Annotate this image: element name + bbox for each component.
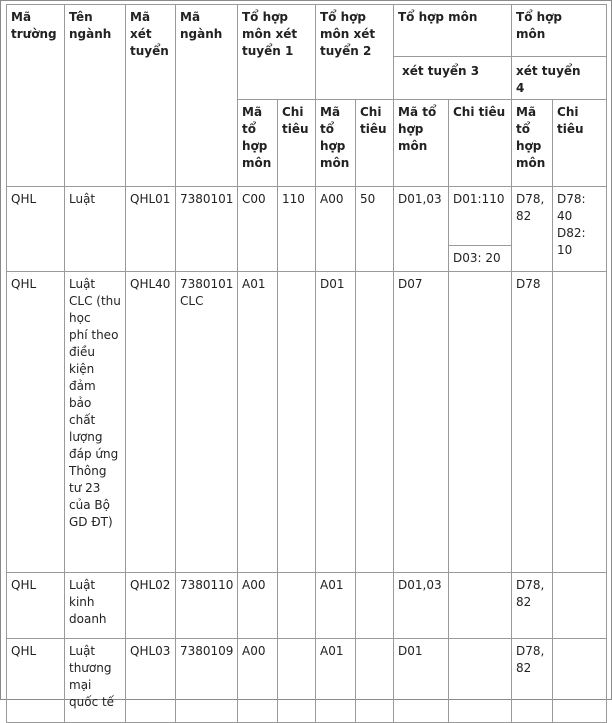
cell-th3-chi-tieu: [449, 573, 512, 639]
header-ma-nganh: Mã ngành: [176, 5, 238, 187]
header-chi-tieu-1: Chi tiêu: [278, 100, 316, 187]
cell-ten-nganh: Luật thương mại quốc tế: [65, 639, 126, 723]
cell-th2-ma: A01: [316, 639, 356, 723]
header-ma-truong: Mã trường: [7, 5, 65, 187]
cell-th2-ma: D01: [316, 272, 356, 573]
cell-th3-chi-tieu-d03: D03: 20: [449, 245, 511, 271]
header-chi-tieu-2: Chi tiêu: [356, 100, 394, 187]
cell-ma-nganh: 7380110: [176, 573, 238, 639]
cell-th2-ma: A00: [316, 187, 356, 272]
cell-th3-ma: D01,03: [394, 573, 449, 639]
cell-ten-nganh: Luật CLC (thu học phí theo điều kiện đảm bảo chất lượng đáp ứng Thông tư 23 của Bộ GD ĐT): [65, 272, 126, 573]
cell-th1-chi-tieu: [278, 573, 316, 639]
header-ten-nganh: Tên ngành: [65, 5, 126, 187]
header-to-hop-4-top: Tổ hợp môn: [512, 5, 607, 57]
header-ma-xet-tuyen: Mã xét tuyển: [126, 5, 176, 187]
cell-th3-chi-tieu: [449, 639, 512, 723]
cell-th2-chi-tieu: [356, 272, 394, 573]
cell-ma-xet-tuyen: QHL03: [126, 639, 176, 723]
cell-th4-ma: D78, 82: [512, 187, 553, 272]
cell-ma-truong: QHL: [7, 272, 65, 573]
cell-th1-ma: A00: [238, 639, 278, 723]
table-row: [7, 272, 607, 573]
cell-th4-chi-tieu: [553, 573, 607, 639]
header-to-hop-1: Tổ hợp môn xét tuyển 1: [238, 5, 316, 100]
header-ma-to-hop-4: Mã tổ hợp môn: [512, 100, 553, 187]
header-to-hop-2: Tổ hợp môn xét tuyển 2: [316, 5, 394, 100]
cell-th1-chi-tieu: [278, 272, 316, 573]
header-ma-to-hop-3: Mã tổ hợp môn: [394, 100, 449, 187]
admission-table: [6, 4, 607, 723]
cell-ma-truong: QHL: [7, 573, 65, 639]
cell-th3-ma: D01,03: [394, 187, 449, 272]
table-row: [7, 639, 607, 723]
cell-ma-xet-tuyen: QHL02: [126, 573, 176, 639]
header-to-hop-3-bottom: xét tuyển 3: [394, 57, 512, 100]
header-ma-to-hop-1: Mã tổ hợp môn: [238, 100, 278, 187]
cell-th1-chi-tieu: [278, 639, 316, 723]
cell-ma-nganh: 7380109: [176, 639, 238, 723]
cell-th2-chi-tieu: [356, 639, 394, 723]
cell-th1-chi-tieu: 110: [278, 187, 316, 272]
cell-th4-ma: D78, 82: [512, 573, 553, 639]
cell-ma-nganh: 7380101: [176, 187, 238, 272]
cell-ten-nganh: Luật: [65, 187, 126, 272]
cell-ma-nganh: 7380101 CLC: [176, 272, 238, 573]
header-chi-tieu-4: Chi tiêu: [553, 100, 607, 187]
cell-th4-ma: D78: [512, 272, 553, 573]
cell-th1-ma: C00: [238, 187, 278, 272]
header-chi-tieu-3: Chi tiêu: [449, 100, 512, 187]
header-to-hop-4-bottom: xét tuyển 4: [512, 57, 607, 100]
cell-th4-ma: D78, 82: [512, 639, 553, 723]
cell-th3-ma: D01: [394, 639, 449, 723]
cell-ten-nganh: Luật kinh doanh: [65, 573, 126, 639]
cell-th4-chi-tieu: [553, 639, 607, 723]
cell-th4-chi-tieu: D78: 40 D82: 10: [553, 187, 607, 272]
cell-th2-chi-tieu: [356, 573, 394, 639]
cell-th3-chi-tieu-d01: D01:110: [453, 192, 505, 206]
cell-th2-chi-tieu: 50: [356, 187, 394, 272]
cell-ma-truong: QHL: [7, 639, 65, 723]
table-row: [7, 573, 607, 639]
cell-ma-truong: QHL: [7, 187, 65, 272]
header-row-1: [7, 5, 607, 57]
cell-ma-xet-tuyen: QHL01: [126, 187, 176, 272]
cell-th4-chi-tieu: [553, 272, 607, 573]
header-ma-to-hop-2: Mã tổ hợp môn: [316, 100, 356, 187]
cell-ma-xet-tuyen: QHL40: [126, 272, 176, 573]
cell-th3-chi-tieu: [449, 272, 512, 573]
cell-th1-ma: A01: [238, 272, 278, 573]
cell-th3-chi-tieu: [449, 187, 512, 272]
cell-th2-ma: A01: [316, 573, 356, 639]
header-to-hop-3-top: Tổ hợp môn: [394, 5, 512, 57]
cell-th1-ma: A00: [238, 573, 278, 639]
cell-th3-ma: D07: [394, 272, 449, 573]
table-row: [7, 187, 607, 272]
